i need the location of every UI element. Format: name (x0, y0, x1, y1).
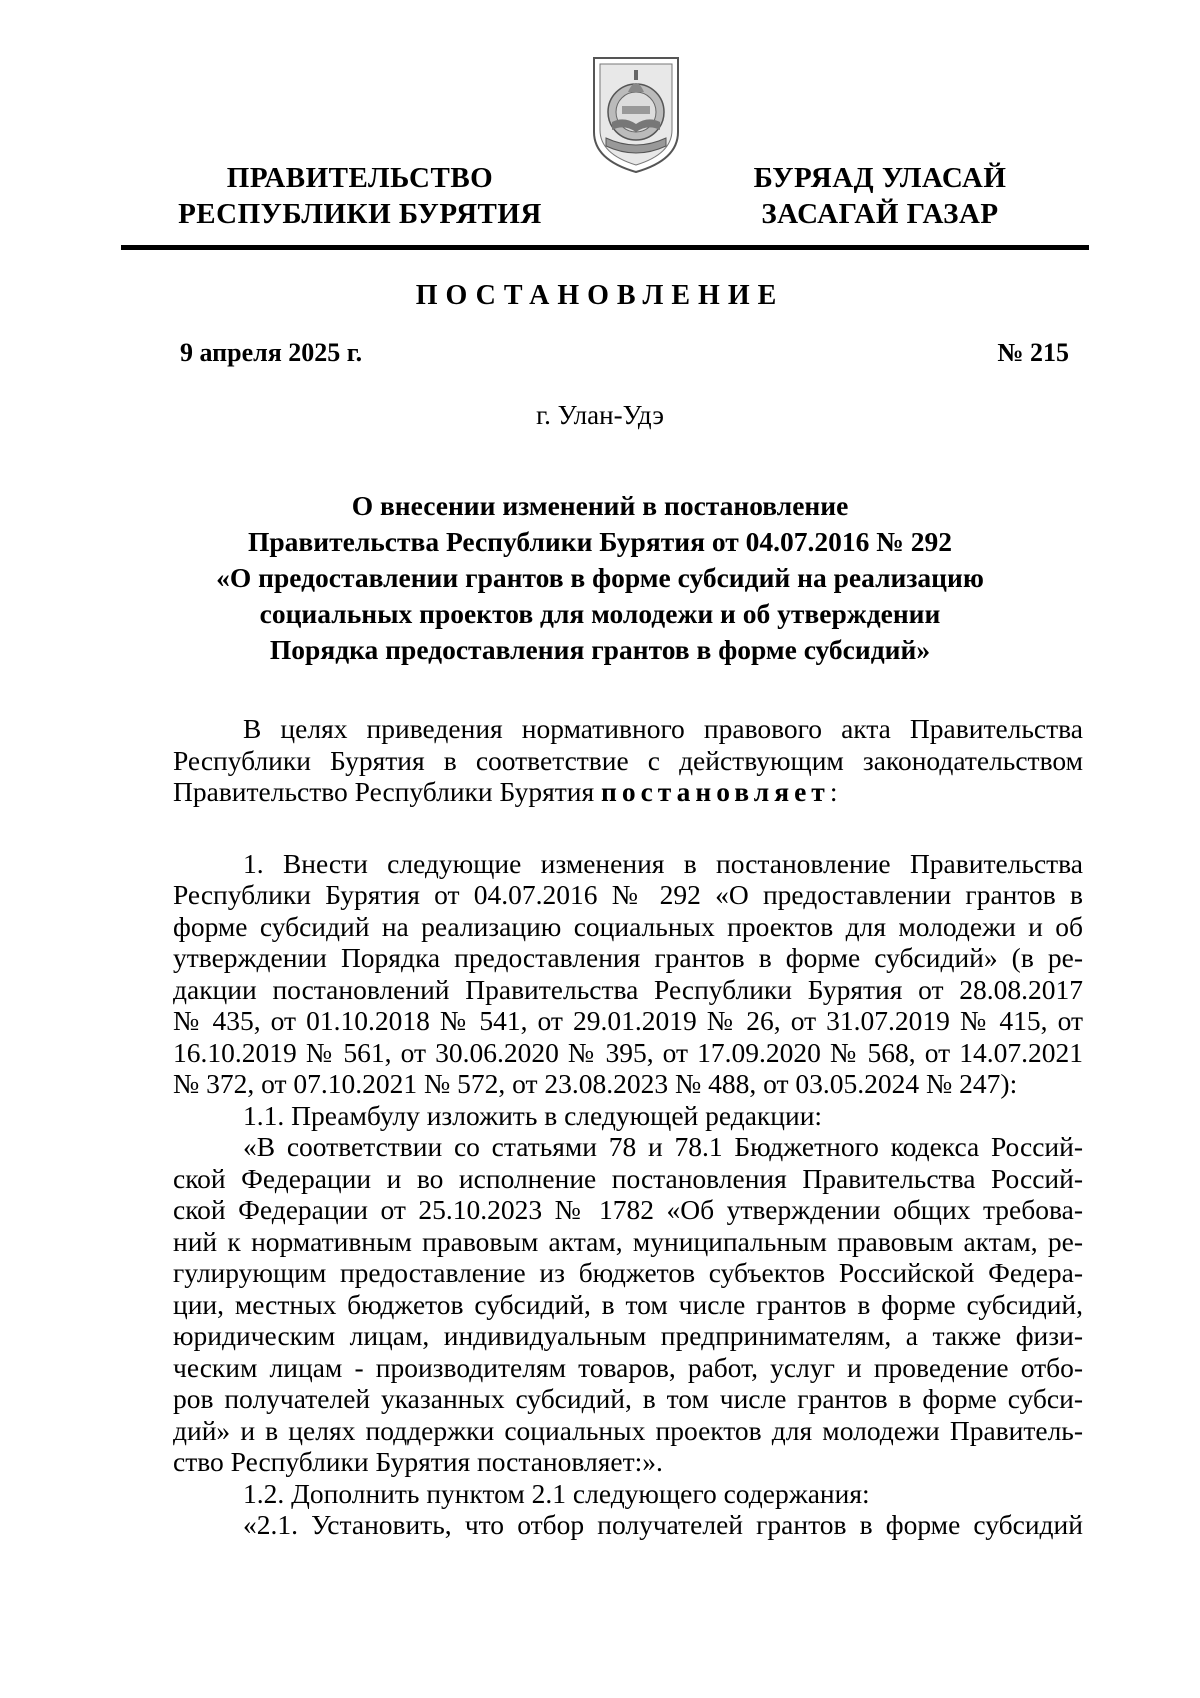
point1-1-text-line: дий» и в целях поддержки социальных проектов для молодежи Правитель- (173, 1414, 1083, 1446)
point1-line: 16.10.2019 № 561, от 30.06.2020 № 395, от 17.09.2020 № 568, от 14.07.2021 (173, 1036, 1083, 1068)
point1-line: № 435, от 01.10.2018 № 541, от 29.01.2019 № 26, от 31.07.2019 № 415, от (173, 1005, 1083, 1036)
document-city: г. Улан-Удэ (536, 400, 664, 430)
point1-1-text-line: ческим лицам - производителям товаров, работ, услуг и проведение отбо- (173, 1351, 1083, 1383)
point1-line: 1. Внести следующие изменения в постановление Правительства (243, 847, 1083, 879)
title-line: «О предоставлении грантов в форме субсидий на реализацию (216, 562, 984, 593)
government-name-russian (170, 160, 550, 232)
preamble-suffix: : (829, 776, 838, 807)
document-body (173, 713, 1083, 1541)
preamble-line: В целях приведения нормативного правового акта Правительства (243, 713, 1083, 744)
header-left-line: РЕСПУБЛИКИ БУРЯТИЯ (178, 198, 542, 230)
point1-1-text-line: ство Республики Бурятия постановляет:». (173, 1446, 663, 1477)
point1-1-text-line: ской Федерации от 25.10.2023 № 1782 «Об утверждении общих требова- (173, 1194, 1083, 1225)
document-title (150, 488, 1050, 668)
coat-of-arms-emblem (588, 52, 684, 176)
government-name-buryat (730, 160, 1030, 232)
point1-1-text-line: ской Федерации и во исполнение постановления Правительства Россий- (173, 1162, 1083, 1194)
preamble-last-line (173, 776, 1083, 808)
point1-1-heading: 1.1. Преамбулу изложить в следующей редакции: (243, 1099, 823, 1131)
point1-1-text-line: «В соответствии со статьями 78 и 78.1 Бюджетного кодекса Россий- (243, 1131, 1083, 1162)
header-right-line: ЗАСАГАЙ ГАЗАР (761, 198, 999, 230)
point1-1-text-line: ров получателей указанных субсидий, в том числе грантов в форме субси- (173, 1383, 1083, 1414)
header-right-line: БУРЯАД УЛАСАЙ (753, 162, 1007, 194)
title-line: Правительства Республики Бурятия от 04.07.2016 № 292 (247, 526, 952, 557)
point1-line: Республики Бурятия от 04.07.2016 № 292 «О предоставлении грантов в (173, 879, 1083, 910)
preamble-line: Республики Бурятия в соответствие с действующим законодательством (173, 744, 1083, 776)
document-type: ПОСТАНОВЛЕНИЕ (415, 280, 785, 311)
point1-line: дакции постановлений Правительства Республики Бурятия от 28.08.2017 (173, 973, 1083, 1005)
title-line: Порядка предоставления грантов в форме субсидий» (269, 634, 931, 665)
preamble-prefix: Правительство Республики Бурятия (173, 776, 601, 807)
point1-1-text-line: ции, местных бюджетов субсидий, в том числе грантов в форме субсидий, (173, 1288, 1083, 1320)
point1-line: № 372, от 07.10.2021 № 572, от 23.08.2023 № 488, от 03.05.2024 № 247): (173, 1068, 1018, 1099)
point1-2-heading: 1.2. Дополнить пунктом 2.1 следующего содержания: (243, 1477, 870, 1509)
header-divider (121, 245, 1089, 250)
point1-1-text-line: гулирующим предоставление из бюджетов субъектов Российской Федера- (173, 1257, 1083, 1288)
title-line: О внесении изменений в постановление (351, 490, 849, 521)
point1-1-text-line: ний к нормативным правовым актам, муниципальным правовым актам, ре- (173, 1225, 1083, 1257)
point1-1-text-line: юридическим лицам, индивидуальным предпринимателям, а также физи- (173, 1320, 1083, 1351)
document-date: 9 апреля 2025 г. (180, 338, 363, 367)
header-left-line: ПРАВИТЕЛЬСТВО (226, 162, 494, 194)
point1-line: утверждении Порядка предоставления грантов в форме субсидий» (в ре- (173, 942, 1083, 973)
decree-word: постановляет (601, 776, 830, 807)
title-line: социальных проектов для молодежи и об утверждении (259, 598, 941, 629)
point2-1-line: «2.1. Установить, что отбор получателей грантов в форме субсидий (243, 1509, 1083, 1540)
point1-line: форме субсидий на реализацию социальных проектов для молодежи и об (173, 910, 1083, 942)
document-number: № 215 (997, 338, 1069, 367)
